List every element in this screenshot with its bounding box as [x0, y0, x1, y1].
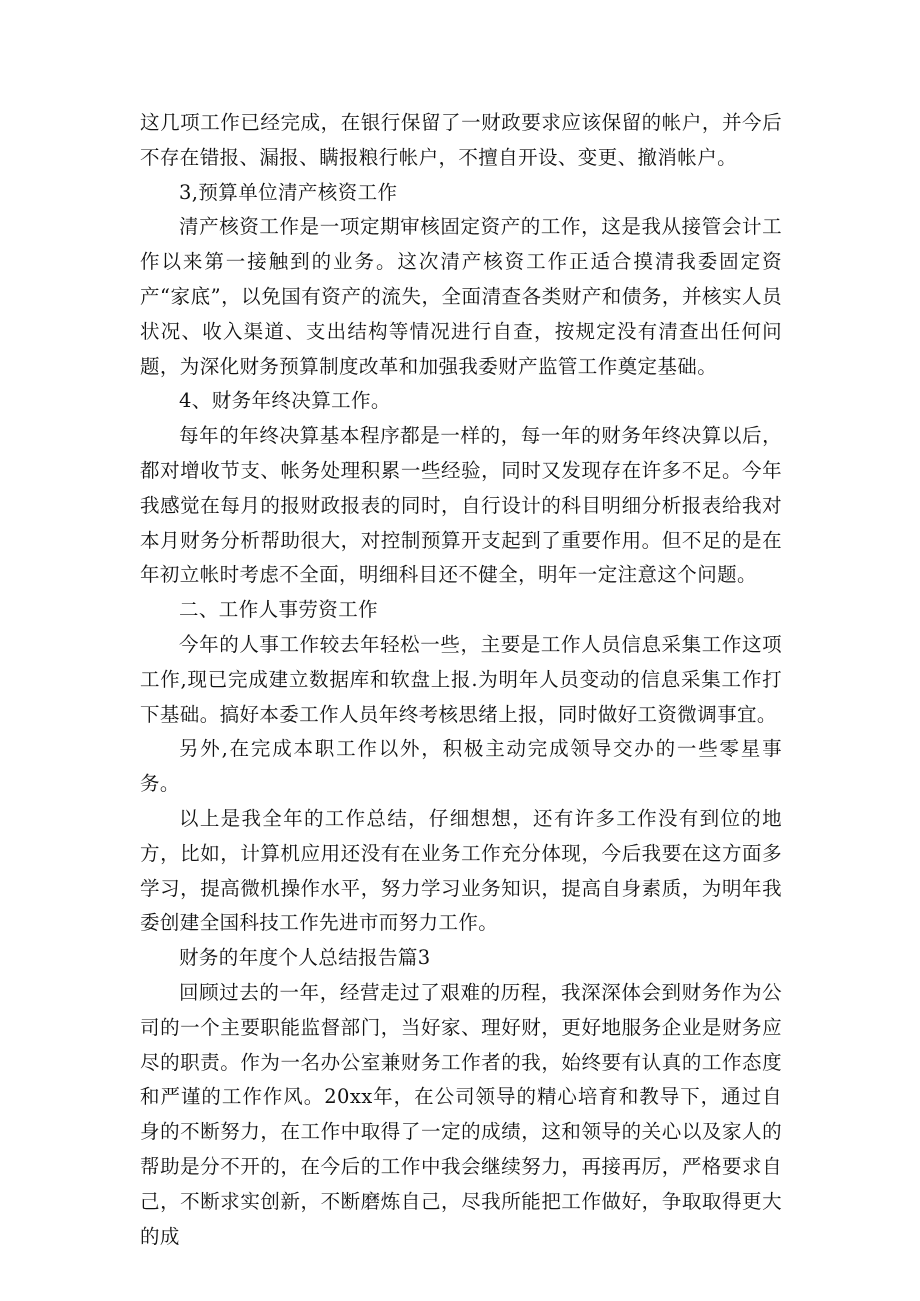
paragraph-other-tasks: 另外,在完成本职工作以外，积极主动完成领导交办的一些零星事务。 [140, 737, 782, 796]
paragraph-personnel-payroll: 今年的人事工作较去年轻松一些，主要是工作人员信息采集工作这项工作,现已完成建立数据库和软盘上报.为明年人员变动的信息采集工作打下基础。搞好本委工作人员年终考核思绪上报，同时做好工资微调事宜。 [140, 632, 782, 726]
paragraph-accounts: 这几项工作已经完成，在银行保留了一财政要求应该保留的帐户，并今后不存在错报、漏报、瞒报粮行帐户，不擅自开设、变更、撤消帐户。 [140, 111, 782, 169]
heading-report-part-3: 财务的年度个人总结报告篇3 [179, 946, 431, 970]
paragraph-year-end-accounts: 每年的年终决算基本程序都是一样的，每一年的财务年终决算以后，都对增收节支、帐务处理积累一些经验，同时又发现存在许多不足。今年我感觉在每月的报财政报表的同时，自行设计的科目明细分析报表给我对本月财务分析帮助很大，对控制预算开支起到了重要作用。但不足的是在年初立帐时考虑不全面，明细科目还不健全，明年一定注意这个问题。 [140, 424, 782, 587]
heading-year-end-accounts: 4、财务年终决算工作。 [179, 389, 391, 413]
heading-personnel-payroll: 二、工作人事劳资工作 [179, 598, 379, 622]
document-page [140, 106, 782, 1254]
paragraph-summary: 以上是我全年的工作总结，仔细想想，还有许多工作没有到位的地方，比如，计算机应用还没有在业务工作充分体现，今后我要在这方面多学习，提高微机操作水平，努力学习业务知识，提高自身素质，为明年我委创建全国科技工作先进市而努力工作。 [140, 806, 782, 935]
paragraph-review: 回顾过去的一年，经营走过了艰难的历程，我深深体会到财务作为公司的一个主要职能监督部门，当好家、理好财，更好地服务企业是财务应尽的职责。作为一名办公室兼财务工作者的我，始终要有认真的工作态度和严谨的工作作风。20xx年，在公司领导的精心培育和教导下，通过自身的不断努力，在工作中取得了一定的成绩，这和领导的关心以及家人的帮助是分不开的，在今后的工作中我会继续努力，再接再厉，严格要求自己，不断求实创新，不断磨炼自己，尽我所能把工作做好，争取取得更大的成 [140, 980, 782, 1248]
paragraph-asset-verification: 清产核资工作是一项定期审核固定资产的工作，这是我从接管会计工作以来第一接触到的业务。这次清产核资工作正适合摸清我委固定资产“家底”，以免国有资产的流失，全面清查各类财产和债务，并核实人员状况、收入渠道、支出结构等情况进行自查，按规定没有清查出任何问题，为深化财务预算制度改革和加强我委财产监管工作奠定基础。 [140, 215, 782, 378]
heading-asset-verification: 3,预算单位清产核资工作 [179, 180, 398, 204]
